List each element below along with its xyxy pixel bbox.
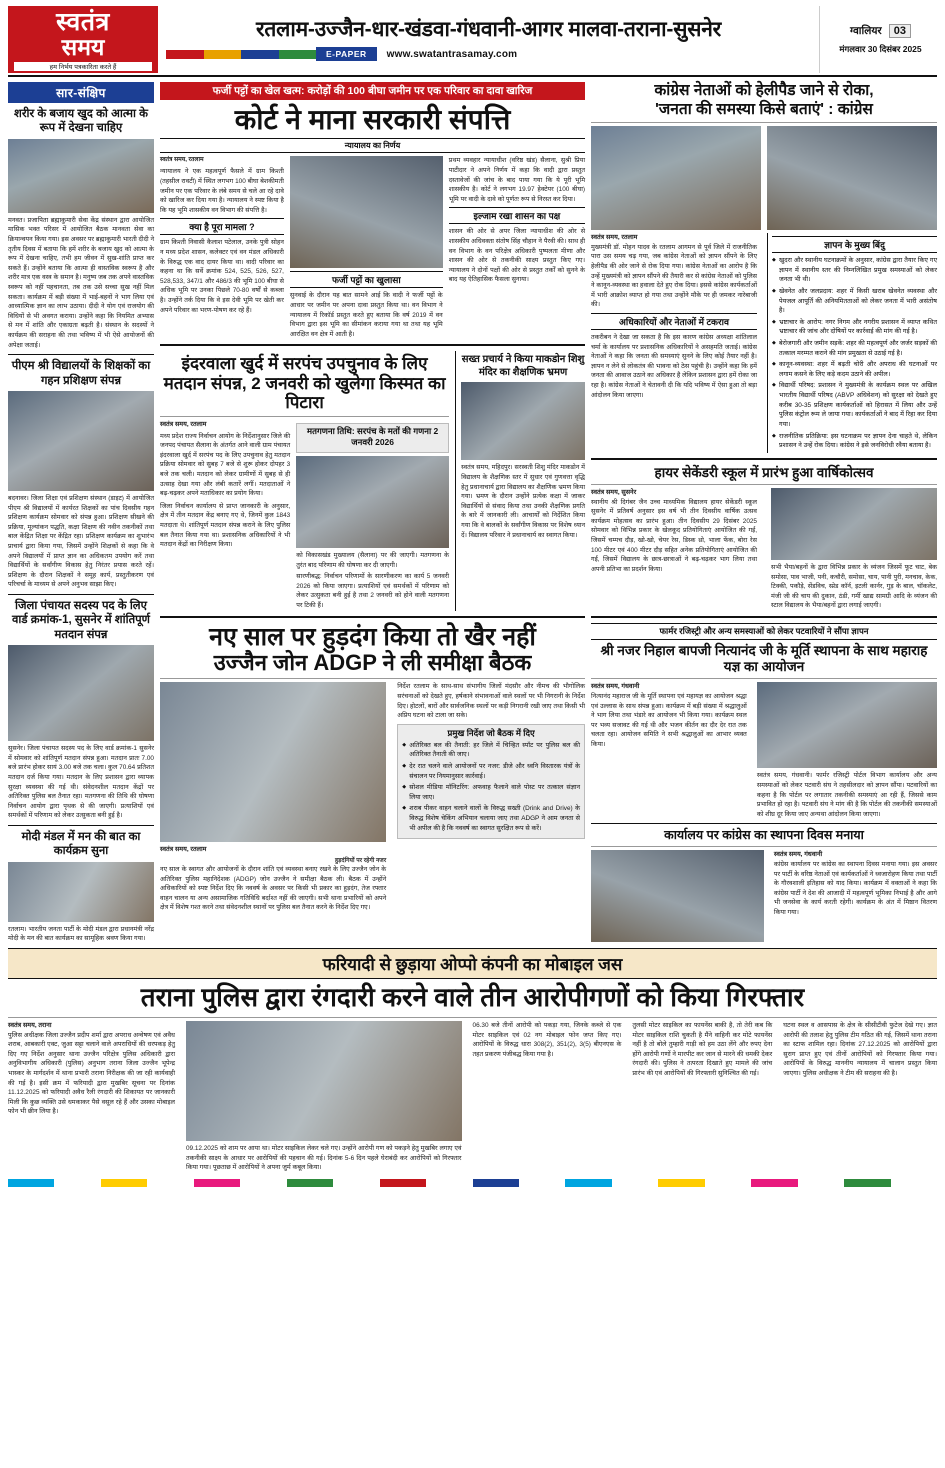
mid-story-4 [160,623,585,913]
memorandum-box-title: ज्ञापन के मुख्य बिंदु [772,236,937,253]
right-story-1-text-2: तकरीबन ने देखा जा सकता है कि इस कारण कांग्रेस अध्यक्षा शांतिलाल चर्मा के कार्यालय पर प्रशासनिक अधिकारियों ने असहमति जताई। कांग्रेस नेताओं ने कहा कि जनता की समस्याएं सुनने के लिए कोई तैयार नहीं है। ज्ञापन न लेने से लोकतंत्र की भावना को ठेस पहुंची है। उन्होंने कहा कि हमें जनता की आवाज उठाने का अधिकार है लेकिन प्रशासन द्वारा हमें रोका जा रहा है। कांग्रेस नेताओं ने चेतावनी दी कि यदि भविष्य में ऐसा हुआ तो बड़ा आंदोलन किया जाएगा। [591,334,757,399]
lead-kicker: फर्जी पट्टों का खेल खत्म: करोड़ों की 100 बीघा जमीन पर एक परिवार का दावा खारिज [160,82,585,100]
right-story-2-text-2: सभी भैया/बहनों के द्वारा विभिन्न प्रकार के व्यंजन जिसमें फूट चाट, बेक समोसा, पाव भाजी, पनी, कचौरी, समोसा, चाय, पानी पुरी, मनचाव, केक, टिक्की, पकौड़े, सेंडविच, स्प्रेड कॉर्न, इटली कार्नर, गुड़ के बाल, चॉकलेट, मंजी जी की चाय की दुकान, ठंडी, गर्मी खाद्य सामग्री आदि के व्यंजन की स्टाल विद्यालय के भैया/बहनों द्वारा लगाई जाएगी। [771,563,937,610]
mid-story-2-text-2: जिला निर्वाचन कार्यालय से प्राप्त जानकारी के अनुसार, क्षेत्र में तीन मतदान केंद्र बनाए गए थे, जिनमें कुल 1843 मतदाता थे। शांतिपूर्ण मतदान संपन्न कराने के लिए पुलिस बल तैनात किया गया था। प्रशासनिक अधिकारियों ने भी मतदान केंद्रों का निरीक्षण किया। [160,502,291,549]
right-story-1-box-title: अधिकारियों और नेताओं में टकराव [591,313,757,330]
bottom-col-4: तुलसी मोटर साइकिल का फायनेंस बाकी है, तो तेरी कब कि मोटर साइकिल राशि चुकती है मैंने वाहिनी कर मोटे फायनेंस नहीं है तो बोले तुम्हारी गाड़ी को हम उठा लेंगे और रुपए देना होंगे आरोपी गणों ने मारपीट कर जान से मारने की धमकी देकर रंगदारी की। पुलिस ने तत्परता दिखाते हुए मामले की जांच प्रारंभ की एवं आरोपियों की गिरफ्तारी सुनिश्चित की गई। [632,1021,773,1077]
left-story-4-text: रतलाम। भारतीय जनता पार्टी के मोदी मंडल द्वारा प्रधानमंत्री नरेंद्र मोदी के मन की बात कार्यक्रम का सामूहिक श्रवण किया गया। [8,925,154,943]
bottom-col-1: पुलिस अधीक्षक जिला उज्जैन प्रदीप शर्मा द्वारा अपराध अन्वेषण एवं अवैध शराब, आबकारी एक्ट, जुआ सट्टा चलाने वाले अपराधियों की धरपकड़ हेतु दिए गए निर्देश अनुसार थाना उज्जैन परिक्षेत्र पुलिस अधिकारी द्वारा अनुविभागीय अधिकारी (पुलिस) अनुभाग तराना जिला उज्जैन भूपेन्द्र भास्कर के मार्गदर्शन में थाना प्रभारी तराना निरीक्षक की जा रही कार्यवाही की गई है। इसी क्रम में फरियादी द्वारा मुखबिर सूचना पर दिनांक 11.12.2025 को फरियादी अवैध रैली रंगदारी की शिकायत पर जानकारी मिली कि कुछ व्यक्ति उसे धमकाकर पैसे वसूल रहे हैं और उसका मोबाइल फोन भी छीन लिया है। [8,1031,175,1116]
right-story-3-headline[interactable]: श्री नजर निहाल बापजी नित्यानंद जी के मूर्ति स्थापना के साथ महाराह यज्ञ का आयोजन [600,642,928,675]
lead-col-1 [160,156,284,339]
left-story-4-photo [8,862,154,922]
lead-para-4: प्रथम व्यवहार न्यायाधीश (वरिष्ठ खंड) सैलाना, सुश्री प्रिया पाटीदार ने अपने निर्णय में कहा कि वादी द्वारा प्रस्तुत दस्तावेजों की जांच के बाद पाया गया कि ये पूरी भूमि शासकीय है। कोर्ट ने लगभग 19.97 हेक्टेयर (100 बीघा) भूमि पर वादी के दावे को पूर्णतः रूप से निरस्त कर दिया। [448,157,586,203]
logo-line-2: समय [61,33,105,60]
adgp-text: नए साल के स्वागत और आयोजनों के दौरान शांति एवं व्यवस्था बनाए रखने के लिए उज्जैन जोन के अतिरिक्त पुलिस महानिदेशक (ADGP) जोन उज्जैन ने समीक्षा बैठक ली। बैठक में उन्होंने अधिकारियों को स्पष्ट निर्देश दिए कि नववर्ष के अवसर पर किसी भी प्रकार का हुड़दंग, तेज रफ्तार वाहन चालन या अन्य असामाजिक गतिविधि बर्दाश्त नहीं की जाएगी। सभी थाना प्रभारियों को अपने क्षेत्र में विशेष गश्त करने तथा संवेदनशील स्थानों पर पुलिस बल तैनात करने के निर्देश दिए गए। [160,865,387,912]
mid-story-2 [160,351,449,610]
adgp-photo-caption: हुड़दंगियों पर रहेगी नजर [334,857,387,864]
right-story-2-photo [771,488,937,560]
bottom-col-3: 06.30 बजे तीनों आरोपी को पकड़ा गया, जिनके कब्जे से एक मोटर साइकिल एवं 02 नग मोबाइल फोन जप्त किए गए। आरोपियों के विरुद्ध धारा 308(2), 351(2), 3(5) बीएनएस के तहत प्रकरण पंजीबद्ध किया गया है। [472,1021,622,1058]
page-number: 03 [889,24,911,38]
memo-bullet-6: ◆ विद्यार्थी परिषद: प्रशासन ने मुख्यमंत्री के कार्यक्रम स्थल पर अखिल भारतीय विद्यार्थी परिषद (ABVP अधिवेशन) को सुरक्षा को देखते हुए करीब 30-35 प्रशिक्षण कार्यकर्ताओं को हिरासत में लिया और उन्हें पुलिस कंट्रोल रूम ले जाया गया। कार्यकर्ताओं ने बाद में रिहा कर दिया गया। [772,381,937,429]
lead-box-1-title: क्या है पूरा मामला ? [160,218,284,235]
newspaper-logo [8,6,158,73]
mid-story-2-text-1: मध्य प्रदेश राज्य निर्वाचन आयोग के निर्देशानुसार जिले की जनपद पंचायत सैलाना के अंतर्गत आने वाली ग्राम पंचायत इंदरवाला खुर्द में सरपंच पद के लिए उपचुनाव हेतु मतदान प्रक्रिया सोमवार को सुबह 7 बजे से शुरू होकर दोपहर 3 बजे तक चली। मतदान को लेकर ग्रामीणों में सुबह से ही उत्साह देखा गया और लंबी कतारें लगीं। मतदाताओं ने बढ़-चढ़कर अपने मताधिकार का प्रयोग किया। [160,432,291,498]
right-story-1-photo-b [767,126,937,230]
mid-story-3-text: स्वतंत्र समय, महिदपुर। सरस्वती शिशु मंदिर माकडोन में विद्यालय के शैक्षणिक स्तर में सुधार एवं गुणवत्ता वृद्धि हेतु प्रधानाचार्य द्वारा विद्यालय का शैक्षणिक भ्रमण किया गया। भ्रमण के दौरान उन्होंने प्रत्येक कक्षा में जाकर विद्यार्थियों से संवाद किया तथा उनकी शैक्षणिक प्रगति के बारे में जानकारी ली। आचार्यों को निर्देशित किया गया कि वे बालकों के सर्वांगीण विकास पर विशेष ध्यान दें। विद्यालय परिवार ने प्रधानाचार्य का स्वागत किया। [461,464,585,539]
right-story-1-headline-2[interactable]: 'जनता की समस्या किसे बताएं' : कांग्रेस [655,100,873,118]
adgp-text-2: निर्देश रतलाम के साथ-साथ संभागीय जिलों मंदसौर और नीमच की भौगोलिक सरंचनाओं को देखते हुए, हर्षकाने संभावनाओं वाले स्थलों पर भी निगरानी के निर्देश दिए। होटलों, बारों और सार्वजनिक स्थलों पर कड़ी निगरानी रखी जाए तथा किसी भी अप्रिय घटना को टाला जा सके। [397,683,585,720]
mid-story-2-box-title: मतगणना तिथि: सरपंच के मतों की गणना 2 जनवरी 2026 [307,426,439,447]
mid-story-3 [455,351,585,610]
lead-body [160,156,585,339]
memo-bullet-2: ◆ खेवनेत और जलप्रदाय: शहर में किसी खराब खेवनेत व्यवस्था और पेयजल आपूर्ति की अनियमितताओं को लेकर जनता में भारी असंतोष है। [772,287,937,316]
right-story-3-dateline: स्वतंत्र समय, गंधवानी [591,683,640,691]
bottom-band-headline[interactable]: फरियादी से छुड़ाया ओप्पो कंपनी का मोबाइल जस [8,948,937,979]
mid-story-2-dateline: स्वतंत्र समय, रतलाम [160,421,207,428]
edition-info [850,24,911,38]
lead-col-2 [290,156,443,339]
lead-box-2-title: फर्जी पट्टों का खुलासा [290,271,443,288]
memo-bullet-3: ◆ भ्रष्टाचार के आरोप: नगर निगम और नगरीय प्रशासन में व्याप्त कथित भ्रष्टाचार की जांच और दोषियों पर कार्रवाई की मांग की गई है। [772,318,937,337]
memo-bullet-7: ◆ राजनीतिक प्रतिक्रिया: इस घटनाक्रम पर ज्ञापन देना चाहते थे, लेकिन प्रशासन ने उन्हें रोक दिया। कांग्रेस ने इसे जनविरोधी रवैया बताया है। [772,432,937,451]
lead-para-3: सुनवाई के दौरान यह बात सामने आई कि वादी ने फर्जी पट्टों के आधार पर जमीन पर अपना दावा प्रस्तुत किया था। वन विभाग ने न्यायालय में रिकॉर्ड प्रस्तुत करते हुए बताया कि वर्ष 2019 में वन विभाग द्वारा इस भूमि का सीमांकन कराया गया था तथा यह भूमि आरक्षित वन क्षेत्र में आती है। [289,292,443,338]
left-story-3-text: सुसनेर। जिला पंचायत सदस्य पद के लिए वार्ड क्रमांक-1 सुसनेर में सोमवार को शांतिपूर्ण मतदान संपन्न हुआ। मतदान प्रातः 7.00 बजे प्रारंभ होकर सायं 3.00 बजे तक चला। कुल 70.64 प्रतिशत मतदान दर्ज किया गया। मतदान के लिए प्रशासन द्वारा व्यापक सुरक्षा व्यवस्था की गई थी। संवेदनशील मतदान केंद्रों पर अतिरिक्त पुलिस बल तैनात रहा। मतगणना की तिथि की घोषणा निर्वाचन आयोग द्वारा पृथक से की जाएगी। प्रत्याशियों एवं समर्थकों में परिणाम को लेकर उत्सुकता बनी हुई है। [8,745,154,820]
adgp-headline-2[interactable]: उज्जैन जोन ADGP ने ली समीक्षा बैठक [213,649,532,675]
bottom-photo [186,1021,462,1141]
mid-story-3-photo [461,382,585,460]
adgp-bullet-4: ◆ शराब पीकर वाहन चलाने वालों के विरुद्ध सख्ती (Drink and Drive) के विरुद्ध विशेष चेकिंग अभियान चलाया जाए तथा ADGP ने आम जनता से भी अपील की है कि नववर्ष का स्वागत सुरक्षित रूप से करें। [402,804,580,833]
epaper-button[interactable]: E-PAPER [316,47,377,61]
adgp-box-title: प्रमुख निर्देश जो बैठक में दिए [447,727,535,738]
edition-city: ग्वालियर [850,24,882,37]
right-story-3-kicker: फार्मर रजिस्ट्री और अन्य समस्याओं को लेकर पटवारियों ने सौंपा ज्ञापन [591,623,937,640]
lead-col-3 [449,156,585,339]
left-story-3-headline[interactable]: जिला पंचायत सदस्य पद के लिए वार्ड क्रमांक-1, सुसनेर में शांतिपूर्ण मतदान संपन्न [12,600,150,641]
adgp-headline-1[interactable]: नए साल पर हुड़दंग किया तो खैर नहीं [209,622,536,651]
lead-dateline: स्वतंत्र समय, रतलाम [160,157,204,164]
logo-line-1: स्वतंत्र [56,8,110,36]
right-story-4-headline[interactable]: कार्यालय पर कांग्रेस का स्थापना दिवस मनाया [664,828,864,843]
website-link[interactable]: www.swatantrasamay.com [386,48,518,60]
adgp-photo [160,682,386,842]
masthead-right [819,6,937,73]
left-column [8,82,154,944]
lead-para-1: न्यायालय ने एक महत्वपूर्ण फैसले में ग्राम किश्ती (तहसील रावटी) में स्थित लगभग 100 बीघा बेशकीमती जमीन पर एक परिवार के लंबे समय से चले आ रहे दावे को खारिज कर दिया गया है। न्यायालय ने स्पष्ट किया है कि यह भूमि शासकीय वन विभाग की संपत्ति है। [160,168,284,214]
bottom-story-body [8,1021,937,1173]
right-story-4-text: कांग्रेस कार्यालय पर कांग्रेस का स्थापना दिवस मनाया गया। इस अवसर पर पार्टी के वरिष्ठ नेताओं एवं कार्यकर्ताओं ने ध्वजारोहण किया तथा पार्टी के गौरवशाली इतिहास को याद किया। कार्यक्रम में वक्ताओं ने कहा कि कांग्रेस पार्टी ने देश की आजादी में महत्वपूर्ण भूमिका निभाई है और आगे भी जनसेवा के कार्य करती रहेगी। कार्यक्रम के अंत में मिष्ठान वितरण किया गया। [773,860,937,917]
section-header-summary: सार-संक्षिप [8,82,154,103]
right-column [591,82,937,944]
mid-second-row [160,351,585,610]
lead-headline[interactable]: कोर्ट ने माना सरकारी संपत्ति [234,103,511,135]
memorandum-bullets [772,256,937,451]
left-story-2-photo [8,391,154,491]
lead-para-5: शासन की ओर से अपर जिला न्यायाधीश की ओर से शासकीय अधिवक्ता संतोष सिंह चौहान ने पैरवी की। साथ ही वन विभाग के वन परिक्षेत्र अधिकारी पुष्पलता मीणा और शासन की ओर से तकनीकी साक्ष्य प्रस्तुत किए गए। न्यायालय ने दोनों पक्षों की ओर से प्रस्तुत तर्कों को सुनने के बाद यह ऐतिहासिक फैसला सुनाया। [448,228,586,284]
adgp-bullet-2: ◆ देर रात चलने वाले आयोजनों पर नजर: डीजे और ध्वनि विस्तारक यंत्रों के संचालन पर नियमानुसार कार्रवाई। [402,762,580,781]
mid-story-2-headline[interactable]: इंदरवाला खुर्द में सरपंच उपचुनाव के लिए मतदान संपन्न, 2 जनवरी को खुलेगा किस्मत का पिटारा [163,354,446,413]
left-story-4-headline[interactable]: मोदी मंडल में मन की बात का कार्यक्रम सुना [21,831,141,858]
logo-tagline: हम निर्भय पत्रकारिता करते हैं [14,62,152,71]
right-story-2-headline[interactable]: हायर सेकेंडरी स्कूल में प्रारंभ हुआ वार्षिकोत्सव [654,464,874,480]
publication-date: मंगलवार 30 दिसंबर 2025 [839,43,922,54]
right-story-3-text-2: स्वतंत्र समय, गंधवानी। फार्मर रजिस्ट्री पोर्टल विभाग कार्यालय और अन्य समस्याओं को लेकर पटवारी संघ ने तहसीलदार को ज्ञापन सौंपा। पटवारियों का कहना है कि पोर्टल पर लगातार तकनीकी समस्याएं आ रही हैं, जिससे काम प्रभावित हो रहा है। पटवारी संघ ने मांग की है कि पोर्टल की तकनीकी समस्याओं को शीघ्र दूर किया जाए अन्यथा आंदोलन किया जाएगा। [756,772,937,818]
left-story-2-text: बदनावर। जिला शिक्षा एवं प्रशिक्षण संस्थान (डाइट) में आयोजित पीएम श्री विद्यालयों में कार्यरत शिक्षकों का पांच दिवसीय गहन प्रशिक्षण कार्यक्रम सोमवार को संपन्न हुआ। प्रशिक्षण सीखने की प्रक्रिया, मूल्यांकन पद्धति, कक्षा शिक्षण की नवीन तकनीकों तथा बाल केंद्रित शिक्षा पर केंद्रित रहा। प्रशिक्षण कार्यक्रम का शुभारंभ प्राचार्य द्वारा किया गया, जिसमें उन्होंने शिक्षकों से कहा कि वे अपने विद्यालयों में प्राप्त ज्ञान का अधिकतम उपयोग करें तथा विद्यार्थियों के सर्वांगीण विकास हेतु निरंतर प्रयास करते रहें। प्रशिक्षण के दौरान शिक्षकों ने समूह कार्य, प्रस्तुतीकरण एवं परिचर्चा के माध्यम से अपने अनुभव साझा किए। [8,494,154,589]
lead-box-3-title: इल्जाम रखा शासन का पक्ष [449,207,585,224]
bottom-main-headline[interactable]: तराना पुलिस द्वारा रंगदारी करने वाले तीन आरोपीगणों को किया गिरफ्तार [140,982,805,1013]
footer-color-strip [8,1179,937,1187]
memo-bullet-5: ◆ कानून-व्यवस्था: शहर में बढ़ती चोरी और अपराध की घटनाओं पर लगाम कसने के लिए कड़े कदम उठाने की अपील। [772,360,937,379]
lead-para-2: ग्राम किश्ती निवासी कैलाश पटेलाल, उनके पुत्री सोहन न मध्य प्रदेश शासन, कलेक्टर एवं वन मंडल अधिकारी के विरुद्ध एक वाद दायर किया था। वादी परिवार का कहना था कि सर्वे क्रमांक 524, 525, 526, 527, 528,533, 347/1 और 486/3 की भूमि 100 बीघा से अधिक भूमि पर उनका पिछले 70-80 वर्षों से कब्जा है। उन्होंने तर्क दिया कि वे इस देवी भूमि पर खेती कर अपने परिवार का भरण-पोषण कर रहे हैं। [160,239,284,314]
masthead [8,6,937,77]
mid-story-2-photo [296,456,449,548]
right-story-1-dateline: स्वतंत्र समय, रतलाम [591,234,638,242]
gavel-photo [290,156,443,268]
left-story-1-text: मनवत। प्रजापिता ब्रह्माकुमारी सेवा केंद्र संस्थान द्वारा आयोजित मासिक भक्त परिसर में आयोजित बैठक मानवता सेवा का क्रियान्वयन किया गया। इस अवसर पर ब्रह्माकुमारी भारती दीदी ने तृतीय दिवस में बताया कि हमें शरीर के बजाय खुद को आत्मा के रूप में देखना चाहिए, तभी हम जीवन में सुख-शांति प्राप्त कर सकते हैं। उन्होंने बताया कि आत्मा ही वास्तविक स्वरूप है और शरीर मात्र एक वस्त्र के समान है। मनुष्य जब तक अपने वास्तविक स्वरूप को नहीं पहचानता, तब तक उसे सच्चा सुख नहीं मिल सकता। कार्यक्रम में बड़ी संख्या में भाई-बहनों ने भाग लिया एवं आध्यात्मिक ज्ञान का लाभ उठाया। दीदी ने योग एवं राजयोग की विधियों से भी अवगत कराया। उन्होंने कहा कि नियमित अभ्यास से मन में शांति और एकाग्रता बढ़ती है। संस्थान के सदस्यों ने कार्यक्रम की सराहना की तथा भविष्य में भी ऐसे आयोजनों की अपेक्षा जताई। [8,216,154,349]
right-story-4-dateline: स्वतंत्र समय, गंधवानी [773,851,823,859]
right-story-1-photo-a [591,126,761,230]
mid-story-2-text-3: को विकासखंड मुख्यालय (सैलाना) पर की जाएगी। मतगणना के तुरंत बाद परिणाम की घोषणा कर दी जाएगी। [296,552,450,569]
mid-story-2-box-text: सारणीबद्ध: निर्वाचन परिणामों के सारणीकरण का कार्य 5 जनवरी 2026 को किया जाएगा। प्रत्याशियों एवं समर्थकों में परिणाम को लेकर उत्सुकता बनी हुई है तथा 2 जनवरी को होने वाली मतगणना पर टिकी हैं। [296,573,450,610]
right-story-3-photo [757,682,937,768]
right-story-3-text: नित्यानंद महाराज जी के मूर्ति स्थापना एवं महायज्ञ का आयोजन श्रद्धा एवं उल्लास के साथ संपन्न हुआ। कार्यक्रम में बड़ी संख्या में श्रद्धालुओं ने भाग लिया तथा भंडारे का आयोजन भी किया गया। कार्यक्रम स्थल पर भव्य सजावट की गई थी और भजन कीर्तन का दौर देर रात तक चलता रहा। आयोजन समिति ने सभी श्रद्धालुओं का आभार व्यक्त किया। [591,692,747,748]
adgp-directives-box [397,724,585,839]
left-story-3-photo [8,645,154,741]
masthead-center [158,6,819,73]
bottom-col-5: घटना स्थल व आसपास के क्षेत्र के सीसीटीवी फुटेज देखे गए। ज्ञात आरोपी की तलाश हेतु पुलिस टीम गठित की गई, जिसमें थाना तराना का स्टाफ शामिल रहा। दिनांक 27.12.2025 को आरोपियों द्वारा सुराग प्राप्त हुए एवं तीनों आरोपियों को गिरफ्तार किया गया। आरोपियों के विरुद्ध माननीय न्यायालय में चालान प्रस्तुत किया जाएगा। पुलिस अधीक्षक ने टीम की सराहना की है। [783,1021,938,1077]
right-story-2-dateline: स्वतंत्र समय, सुसनेर [591,488,637,496]
left-story-1-headline[interactable]: शरीर के बजाय खुद को आत्मा के रूप में देखना चाहिए [14,107,148,135]
lead-subhead: न्यायालय का निर्णय [160,138,585,153]
masthead-strip [166,47,811,61]
main-grid [8,82,937,944]
right-story-2-text: स्थानीय श्री दिगंबर जैन उच्च माध्यमिक विद्यालय हायर सेकेंडरी स्कूल सुसनेर में प्रतिवर्ष अनुसार इस वर्ष भी तीन दिवसीय वार्षिक उत्सव कार्यक्रम मोहत्सव का प्रारंभ हुआ। तीन दिवसीय 29 दिसंबर 2025 सोमवार को विभिन्न प्रकार के खेलकूद प्रतियोगिताएं आयोजित की गईं, जिसमें चम्मच दौड़, खो-खो, चेयर रेस, डिस्क थ्रो, भाला फेंक, बोरा रेस 100 मीटर एवं 400 मीटर दौड़ सहित अनेक प्रतियोगिताएं आयोजित की गईं, जिसमें विद्यालय के छात्र-छात्राओं ने बढ़-चढ़कर भाग लिया तथा अपनी प्रतिभा का प्रदर्शन किया। [591,498,757,573]
left-story-2-headline[interactable]: पीएम श्री विद्यालयों के शिक्षकों का गहन प्रशिक्षण संपन्न [11,360,151,387]
mid-story-3-headline[interactable]: सख्त प्रचार्य ने किया माकडोन शिशु मंदिर का शैक्षणिक भ्रमण [461,354,585,378]
middle-column [160,82,585,944]
left-story-1-photo [8,139,154,213]
bottom-col-2: 09.12.2025 को शाम पर आया था। मोटर साइकिल लेकर चले गए। उन्होंने आरोपी गण को पकड़ने हेतु मुखबिर लगाए एवं तकनीकी साक्ष्य के आधार पर आरोपियों की पहचान की गई। दिनांक 5-6 दिन पहले घेराबंदी कर आरोपियों को गिरफ्तार किया गया। पूछताछ में आरोपियों ने अपना जुर्म कबूल किया। [185,1144,462,1172]
adgp-bullet-3: ◆ सोशल मीडिया मॉनिटरिंग: अफवाह फैलाने वाले पोस्ट पर तत्काल संज्ञान लिया जाए। [402,783,580,802]
adgp-dateline: स्वतंत्र समय, रतलाम [160,846,207,854]
color-bar [166,50,316,59]
masthead-editions-title: रतलाम-उज्जैन-धार-खंडवा-गंधवानी-आगर मालवा-तराना-सुसनेर [255,17,722,41]
adgp-bullets [402,741,580,833]
right-story-4-photo [591,850,764,942]
right-story-1-headline-1[interactable]: कांग्रेस नेताओं को हेलीपैड जाने से रोका, [654,81,874,99]
adgp-bullet-1: ◆ अतिरिक्त बल की तैनाती: हर जिले में चिन्हित स्पॉट पर पुलिस बल की अतिरिक्त तैनाती की जाए। [402,741,580,760]
bottom-dateline: स्वतंत्र समय, तराना [8,1021,52,1029]
memo-bullet-4: ◆ बेरोजगारी और जमीन सड़कें: शहर की महत्वपूर्ण और जर्जर सड़कों की तत्काल मरम्मत कराने की मांग प्रमुखता से उठाई गई है। [772,339,937,358]
memo-bullet-1: ◆ खुदरा और स्थानीय घटनाक्रमों के अनुसार, कांग्रेस द्वारा तैयार किए गए ज्ञापन में स्थानीय स्तर की निम्नलिखित प्रमुख समस्याओं को लेकर जनता भी थी। [772,256,937,285]
right-story-1-text: मुख्यमंत्री डॉ. मोहन यादव के रतलाम आगमन से पूर्व जिले में राजनीतिक पारा उस समय चढ़ गया, जब कांग्रेस नेताओं को ज्ञापन सौंपने के लिए हेलीपैड की ओर जाने से रोक दिया गया। कांग्रेस नेताओं का आरोप है कि उन्हें मुख्यमंत्री को ज्ञापन सौंपने की तैयारी कर से कांग्रेस नेताओं को पुलिस ने कानून-व्यवस्था का हवाला देते हुए रोक दिया। इससे कांग्रेस कार्यकर्ताओं में भारी आक्रोश व्याप्त हो गया तथा उन्होंने मौके पर ही जमकर नारेबाजी की। [591,243,757,309]
